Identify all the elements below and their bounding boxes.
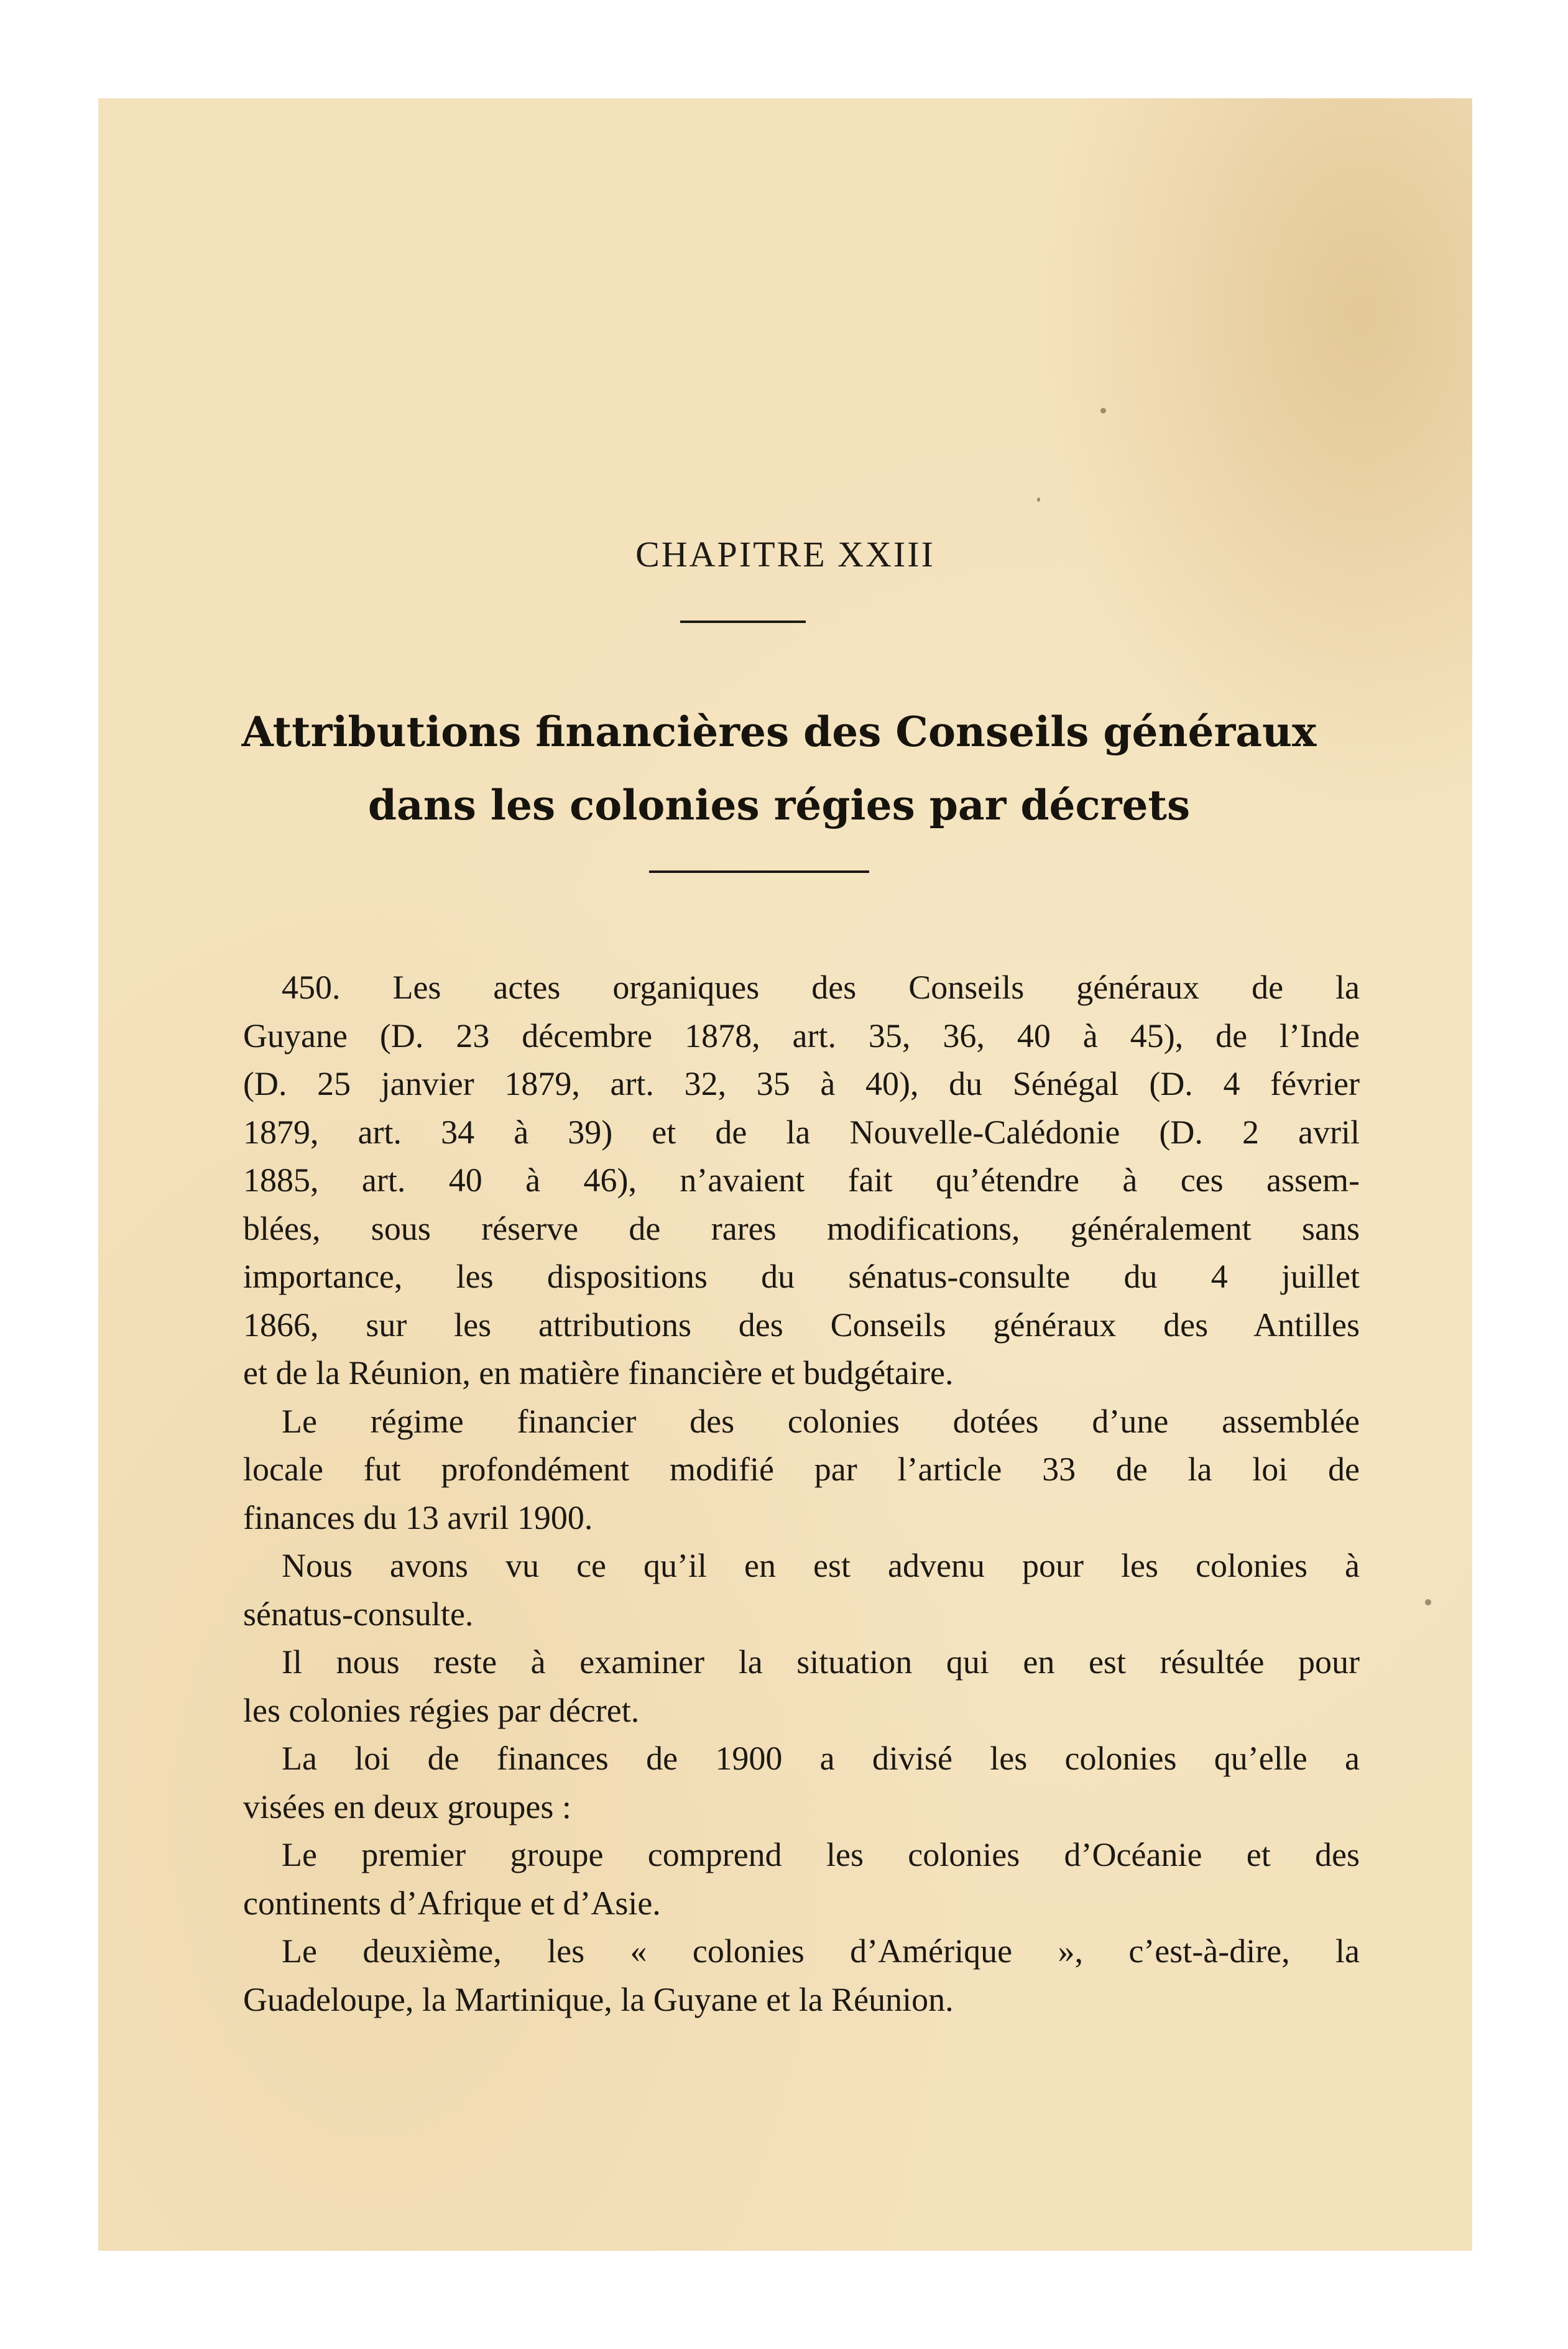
- text-line: Guadeloupe, la Martinique, la Guyane et la Réunion.: [243, 1980, 954, 2018]
- text-line: 1885, art. 40 à 46), n’avaient fait qu’étendre à ces assem-: [243, 1161, 1360, 1199]
- paper-speck: [1425, 1599, 1431, 1605]
- text-line: Il nous reste à examiner la situation qui en est résultée pour: [282, 1643, 1360, 1681]
- chapter-heading: CHAPITRE XXIII: [635, 534, 935, 575]
- title-line-2: dans les colonies régies par décrets: [367, 781, 1191, 829]
- text-line: (D. 25 janvier 1879, art. 32, 35 à 40), du Sénégal (D. 4 février: [243, 1065, 1360, 1102]
- text-line: et de la Réunion, en matière financière et budgétaire.: [243, 1354, 954, 1391]
- text-line: 450. Les actes organiques des Conseils généraux de la: [282, 969, 1360, 1006]
- text-line: importance, les dispositions du sénatus-consulte du 4 juillet: [243, 1258, 1360, 1295]
- chapter-rule: [680, 621, 806, 623]
- text-line: 1879, art. 34 à 39) et de la Nouvelle-Calédonie (D. 2 avril: [243, 1113, 1360, 1151]
- paper-speck: [1100, 408, 1106, 413]
- text-line: finances du 13 avril 1900.: [243, 1498, 593, 1536]
- text-line: Le premier groupe comprend les colonies d’Océanie et des: [282, 1836, 1360, 1873]
- title-line-1: Attributions financières des Conseils généraux: [241, 708, 1317, 756]
- text-line: blées, sous réserve de rares modifications, généralement sans: [243, 1209, 1360, 1247]
- chapter-title: [191, 695, 1367, 842]
- text-line: Guyane (D. 23 décembre 1878, art. 35, 36, 40 à 45), de l’Inde: [243, 1017, 1360, 1055]
- text-line: sénatus-consulte.: [243, 1595, 474, 1633]
- text-line: La loi de finances de 1900 a divisé les colonies qu’elle a: [282, 1740, 1360, 1777]
- text-line: locale fut profondément modifié par l’article 33 de la loi de: [243, 1451, 1360, 1488]
- body-text: [243, 964, 1360, 2024]
- text-line: continents d’Afrique et d’Asie.: [243, 1884, 661, 1922]
- text-line: Nous avons vu ce qu’il en est advenu pour les colonies à: [282, 1547, 1360, 1584]
- text-line: Le régime financier des colonies dotées d’une assemblée: [282, 1402, 1360, 1440]
- title-rule: [649, 870, 869, 873]
- text-line: Le deuxième, les « colonies d’Amérique », c’est-à-dire, la: [282, 1932, 1360, 1970]
- text-line: 1866, sur les attributions des Conseils généraux des Antilles: [243, 1306, 1360, 1344]
- text-line: les colonies régies par décret.: [243, 1691, 640, 1729]
- paper-speck: [1037, 497, 1040, 502]
- book-page: [98, 98, 1472, 2251]
- text-line: visées en deux groupes :: [243, 1788, 571, 1825]
